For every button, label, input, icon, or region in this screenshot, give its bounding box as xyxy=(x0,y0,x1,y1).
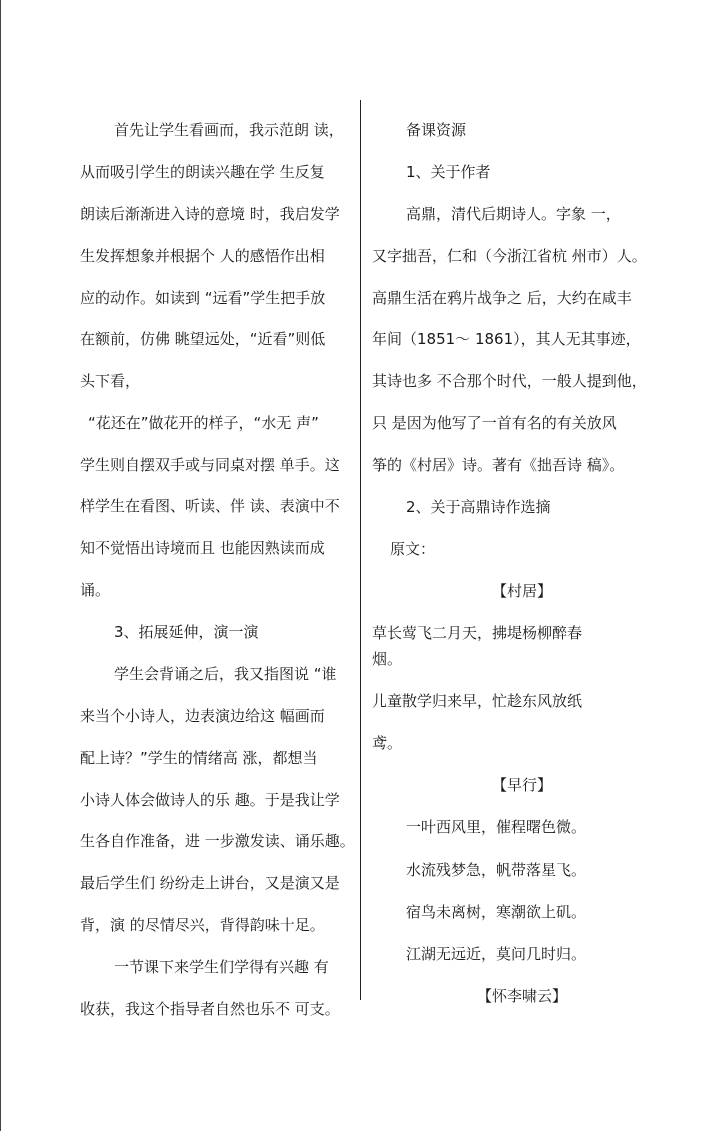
left-line-18: 生各自作准备，进 一步激发读、诵乐趣。 xyxy=(80,832,355,850)
left-line-22: 收获，我这个指导者自然也乐不 可支。 xyxy=(80,1000,340,1018)
right-line-6: 年间（1851～ 1861），其人无其事迹， xyxy=(372,330,641,348)
section-2-heading: 2、关于高鼎诗作选摘 xyxy=(406,498,551,516)
left-line-7: 头下看， xyxy=(80,372,141,390)
original-text-label: 原文： xyxy=(390,540,436,558)
left-line-3: 朗读后渐渐进入诗的意境 时，我启发学 xyxy=(80,205,340,223)
left-line-14: 学生会背诵之后，我又指图说 “谁 xyxy=(114,665,337,683)
poem-cunju-line-2: 儿童散学归来早，忙趁东风放纸 xyxy=(372,692,583,710)
poem-cunju-line-1-cont: 烟。 xyxy=(372,650,403,668)
left-line-11: 知不觉悟出诗境而且 也能因熟读而成 xyxy=(80,539,325,557)
left-line-12: 诵。 xyxy=(80,581,111,599)
left-line-6: 在额前，仿佛 眺望远处，“近看”则低 xyxy=(80,330,326,348)
left-line-2: 从而吸引学生的朗读兴趣在学 生反复 xyxy=(80,163,325,181)
left-line-19: 最后学生们 纷纷走上讲台，又是演又是 xyxy=(80,874,340,892)
page-left-edge xyxy=(0,0,1,1131)
right-line-5: 高鼎生活在鸦片战争之 后，大约在咸丰 xyxy=(372,289,632,307)
section-1-heading: 1、关于作者 xyxy=(406,163,491,181)
poem-title-huailixiaoyun: 【怀李啸云】 xyxy=(476,987,567,1005)
resources-heading: 备课资源 xyxy=(406,121,467,139)
poem-cunju-line-1: 草长莺飞二月天，拂堤杨柳醉春 xyxy=(372,624,583,642)
right-line-9: 筝的《村居》诗。著有《拙吾诗 稿》。 xyxy=(372,456,625,474)
left-line-4: 生发挥想象并根据个 人的感悟作出相 xyxy=(80,247,325,265)
left-line-20: 背，演 的尽情尽兴，背得韵味十足。 xyxy=(80,916,325,934)
poem-zaoxing-line-2: 水流残梦急，帆带落星飞。 xyxy=(406,861,587,879)
right-line-7: 其诗也多 不合那个时代，一般人提到他， xyxy=(372,372,647,390)
left-line-16: 配上诗？”学生的情绪高 涨，都想当 xyxy=(80,749,318,767)
left-line-1: 首先让学生看画而，我示范朗 读， xyxy=(114,121,344,139)
right-line-3: 高鼎，清代后期诗人。字象 一， xyxy=(406,205,621,223)
poem-title-zaoxing: 【早行】 xyxy=(491,776,552,794)
right-line-4: 又字拙吾，仁和（今浙江省杭 州市）人。 xyxy=(372,247,647,265)
poem-cunju-line-2-cont: 鸢。 xyxy=(372,734,403,752)
left-line-21: 一节课下来学生们学得有兴趣 有 xyxy=(114,958,329,976)
column-divider xyxy=(360,100,361,1000)
right-line-8: 只 是因为他写了一首有名的有关放风 xyxy=(372,414,617,432)
left-line-15: 来当个小诗人，边表演边给这 幅画而 xyxy=(80,707,325,725)
left-line-8: “花还在”做花开的样子，“水无 声” xyxy=(88,414,319,432)
poem-zaoxing-line-1: 一叶西风里，催程曙色微。 xyxy=(406,818,587,836)
left-line-10: 样学生在看图、听读、伴 读、表演中不 xyxy=(80,497,340,515)
poem-zaoxing-line-4: 江湖无远近，莫问几时归。 xyxy=(406,945,587,963)
left-line-9: 学生则自摆双手或与同桌对摆 单手。这 xyxy=(80,456,340,474)
poem-title-cunju: 【村居】 xyxy=(491,582,552,600)
left-section-3-heading: 3、拓展延伸，演一演 xyxy=(114,623,259,641)
poem-zaoxing-line-3: 宿鸟未离树，寒潮欲上矶。 xyxy=(406,903,587,921)
left-line-5: 应的动作。如读到 “远看”学生把手放 xyxy=(80,289,326,307)
left-line-17: 小诗人体会做诗人的乐 趣。于是我让学 xyxy=(80,791,340,809)
